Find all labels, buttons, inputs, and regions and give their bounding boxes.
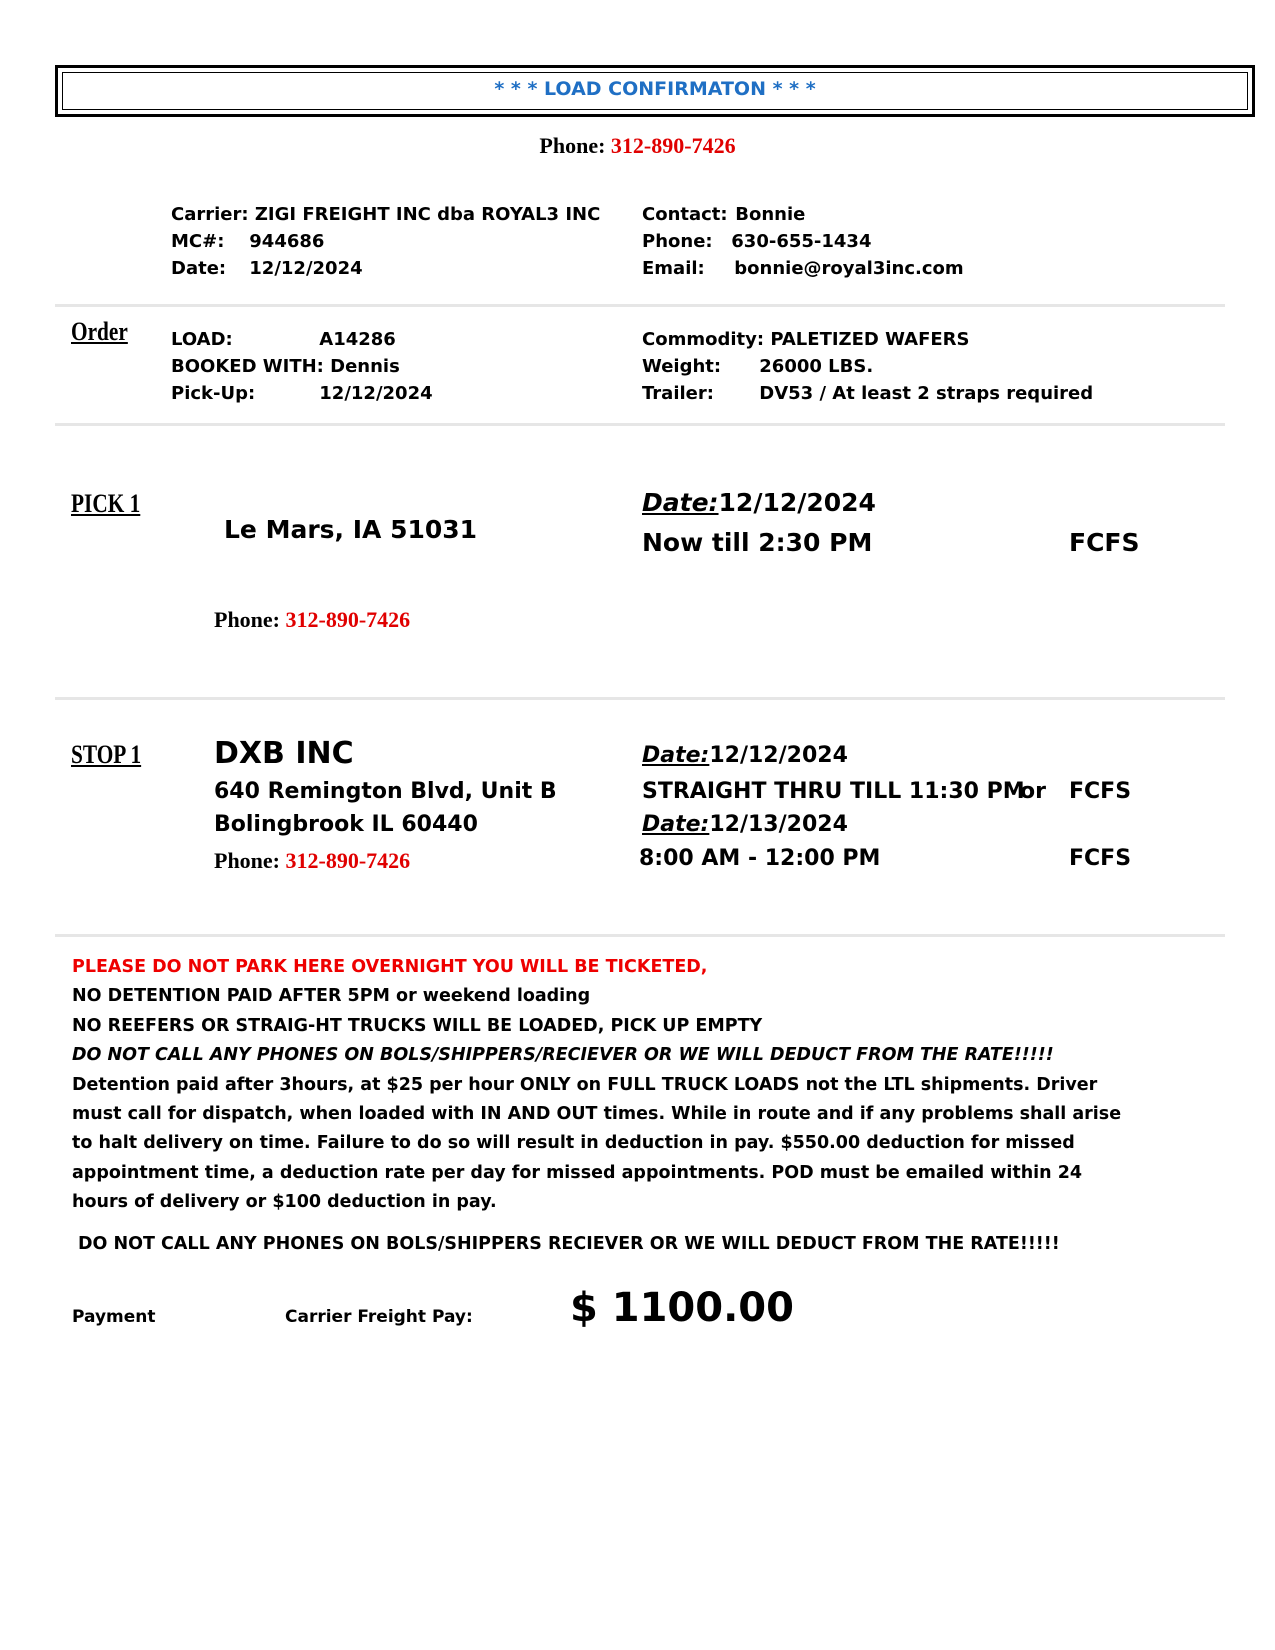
divider	[55, 304, 1225, 307]
pick1-date-label: Date:	[642, 488, 719, 517]
detention-paragraph-line: to halt delivery on time. Failure to do so will result in deduction in pay. $550.00 deduction for missed	[72, 1133, 1075, 1154]
commodity-line	[642, 329, 970, 350]
mc-label: MC#:	[171, 231, 225, 252]
stop1-date2-label: Date:	[642, 812, 710, 837]
carrier-label: Carrier:	[171, 204, 249, 225]
pick1-location: Le Mars, IA 51031	[224, 515, 478, 544]
detention-paragraph-line: appointment time, a deduction rate per day for missed appointments. POD must be emailed within 24	[72, 1162, 1083, 1183]
pick1-date	[642, 488, 876, 517]
pickup-value: 12/12/2024	[319, 383, 433, 404]
divider	[55, 934, 1225, 937]
pick1-fcfs: FCFS	[1069, 528, 1140, 557]
contact-line	[642, 204, 805, 225]
carrier-freight-pay-label: Carrier Freight Pay:	[285, 1307, 473, 1327]
contact-value: Bonnie	[735, 204, 806, 225]
carrier-value: ZIGI FREIGHT INC dba ROYAL3 INC	[254, 204, 601, 225]
email-value: bonnie@royal3inc.com	[734, 258, 964, 279]
overnight-parking-warning: PLEASE DO NOT PARK HERE OVERNIGHT YOU WILL BE TICKETED,	[72, 957, 708, 977]
document-title: * * * LOAD CONFIRMATON * * *	[494, 78, 816, 100]
contact-phone-value: 630-655-1434	[731, 231, 872, 252]
contact-phone-label: Phone:	[642, 231, 713, 252]
carrier-freight-pay-amount: $ 1100.00	[570, 1285, 794, 1331]
contact-label: Contact:	[642, 204, 728, 225]
weight-line	[642, 356, 873, 377]
stop1-address2: Bolingbrook IL 60440	[214, 812, 478, 837]
email-label: Email:	[642, 258, 705, 279]
order-section-label: Order	[71, 317, 128, 346]
divider	[55, 697, 1225, 700]
load-label: LOAD:	[171, 329, 233, 350]
stop1-time1: STRAIGHT THRU TILL 11:30 PM	[642, 779, 1025, 804]
stop1-address1: 640 Remington Blvd, Unit B	[214, 779, 557, 804]
title-banner	[55, 65, 1255, 117]
stop1-fcfs2: FCFS	[1069, 846, 1132, 871]
booked-with-label: BOOKED WITH:	[171, 356, 324, 377]
terms-notes	[72, 953, 1192, 1218]
detention-paragraph-line: Detention paid after 3hours, at $25 per hour ONLY on FULL TRUCK LOADS not the LTL shipments. Driver	[72, 1074, 1098, 1095]
mc-value: 944686	[249, 231, 325, 252]
trailer-value: DV53 / At least 2 straps required	[759, 383, 1094, 404]
load-line	[171, 329, 396, 350]
note-line: NO REEFERS OR STRAIG-HT TRUCKS WILL BE LOADED, PICK UP EMPTY	[72, 1015, 763, 1036]
pick1-date-value: 12/12/2024	[718, 488, 876, 517]
commodity-value: PALETIZED WAFERS	[770, 329, 970, 350]
stop1-or: or	[1020, 779, 1046, 804]
stop1-date1-value: 12/12/2024	[709, 743, 848, 768]
header-phone	[0, 133, 1275, 159]
date-line	[171, 258, 363, 279]
booked-with-value: Dennis	[330, 356, 400, 377]
header-phone-number: 312-890-7426	[610, 133, 736, 158]
date-value: 12/12/2024	[249, 258, 363, 279]
load-value: A14286	[319, 329, 396, 350]
stop1-fcfs1: FCFS	[1069, 779, 1132, 804]
stop1-name: DXB INC	[214, 736, 354, 771]
note-line: NO DETENTION PAID AFTER 5PM or weekend loading	[72, 986, 591, 1007]
payment-label: Payment	[72, 1307, 156, 1327]
trailer-line	[642, 383, 1093, 404]
pickup-label: Pick-Up:	[171, 383, 256, 404]
note-line: DO NOT CALL ANY PHONES ON BOLS/SHIPPERS/RECIEVER OR WE WILL DEDUCT FROM THE RATE!!!!!	[72, 1045, 1054, 1066]
date-label: Date:	[171, 258, 227, 279]
pick1-phone	[214, 607, 410, 633]
weight-value: 26000 LBS.	[759, 356, 874, 377]
detention-paragraph-line: must call for dispatch, when loaded with IN AND OUT times. While in route and if any problems shall arise	[72, 1104, 1122, 1125]
pick1-phone-label: Phone:	[214, 607, 280, 632]
mc-line	[171, 231, 324, 252]
pick1-time: Now till 2:30 PM	[642, 528, 873, 557]
pick1-phone-number: 312-890-7426	[285, 607, 411, 632]
booked-with-line	[171, 356, 400, 377]
stop1-phone-number: 312-890-7426	[285, 848, 411, 873]
carrier-line	[171, 204, 600, 225]
stop1-section-label: STOP 1	[71, 740, 142, 769]
stop1-time2: 8:00 AM - 12:00 PM	[639, 846, 881, 871]
trailer-label: Trailer:	[642, 383, 714, 404]
stop1-phone	[214, 848, 410, 874]
header-phone-label: Phone:	[539, 133, 606, 158]
pickup-line	[171, 383, 433, 404]
pick1-section-label: PICK 1	[71, 489, 141, 518]
stop1-date1	[642, 743, 848, 768]
commodity-label: Commodity:	[642, 329, 765, 350]
divider	[55, 423, 1225, 426]
email-line	[642, 258, 964, 279]
stop1-phone-label: Phone:	[214, 848, 280, 873]
stop1-date2	[642, 812, 848, 837]
stop1-date1-label: Date:	[642, 743, 710, 768]
detention-paragraph-line: hours of delivery or $100 deduction in pay.	[72, 1192, 497, 1213]
weight-label: Weight:	[642, 356, 722, 377]
contact-phone-line	[642, 231, 871, 252]
final-warning: DO NOT CALL ANY PHONES ON BOLS/SHIPPERS RECIEVER OR WE WILL DEDUCT FROM THE RATE!!!!!	[78, 1234, 1060, 1254]
stop1-date2-value: 12/13/2024	[709, 812, 848, 837]
